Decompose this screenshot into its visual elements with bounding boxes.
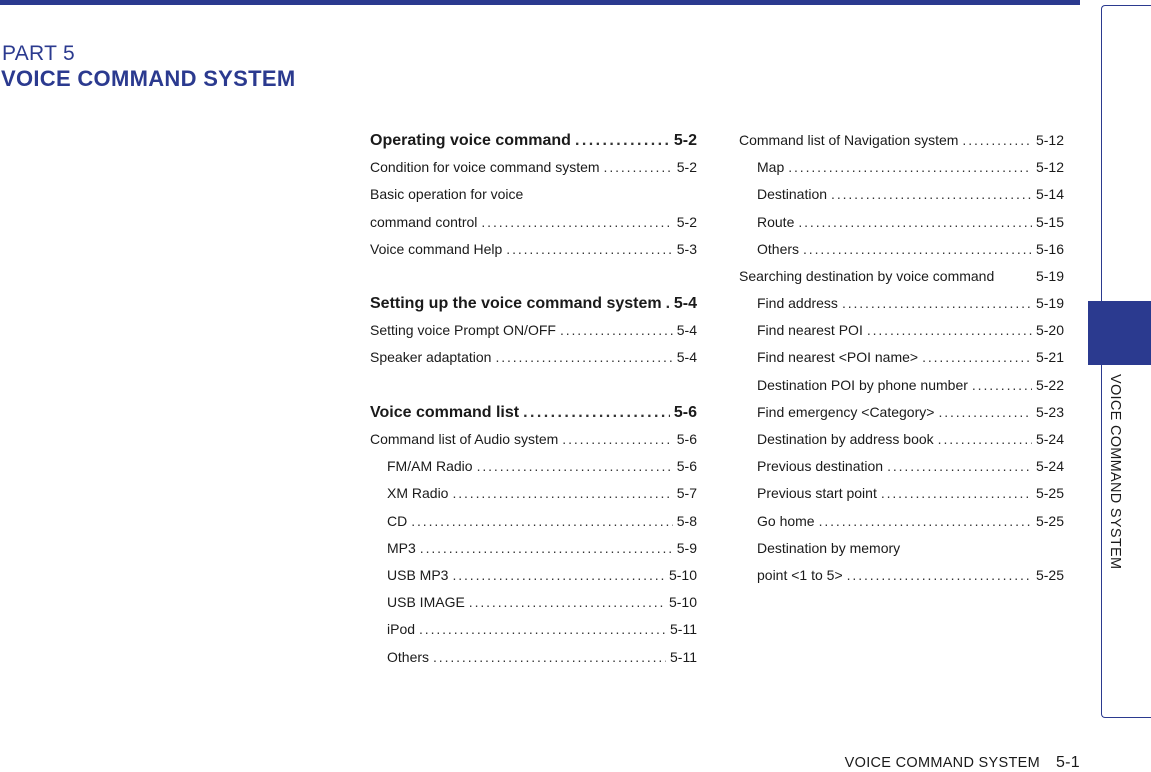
toc-leader-dots (803, 236, 1032, 263)
toc-entry[interactable] (370, 209, 697, 236)
chapter-title: VOICE COMMAND SYSTEM (1, 66, 296, 91)
toc-subentry[interactable] (739, 181, 1064, 208)
toc-leader-dots (819, 508, 1032, 535)
toc-entry-title: FM/AM Radio (387, 458, 473, 475)
side-tab-marker (1088, 301, 1151, 365)
toc-entry-title: Command list of Audio system (370, 431, 559, 448)
toc-entry[interactable] (370, 426, 697, 453)
toc-entry[interactable] (370, 181, 697, 208)
toc-entry-title: MP3 (387, 539, 416, 556)
toc-subentry[interactable] (739, 399, 1064, 426)
toc-leader-dots (831, 181, 1032, 208)
toc-page-number: 5-20 (1035, 322, 1064, 339)
toc-page-number: 5-7 (676, 485, 697, 502)
toc-entry-title: Destination by address book (757, 431, 934, 448)
toc-entry-title: Find emergency <Category> (757, 403, 935, 420)
toc-leader-dots (604, 154, 673, 181)
toc-leader-dots (867, 317, 1032, 344)
toc-leader-dots (887, 453, 1032, 480)
toc-entry-title: Map (757, 159, 785, 176)
toc-subentry[interactable] (370, 535, 697, 562)
toc-page-number: 5-4 (676, 349, 697, 366)
page-footer (845, 754, 1080, 772)
toc-page-number: 5-3 (676, 240, 697, 257)
toc-entry-title: Basic operation for voice (370, 186, 524, 203)
toc-leader-dots (847, 562, 1032, 589)
toc-leader-dots (477, 453, 673, 480)
toc-entry-title: Find nearest <POI name> (757, 349, 919, 366)
toc-spacer (370, 263, 697, 290)
toc-entry-title: Condition for voice command system (370, 159, 600, 176)
toc-subentry[interactable] (739, 236, 1064, 263)
toc-entry[interactable] (739, 127, 1064, 154)
toc-page-number: 5-25 (1035, 512, 1064, 529)
toc-page-number: 5-14 (1035, 186, 1064, 203)
toc-page-number: 5-4 (673, 295, 697, 313)
page-number: 5-1 (1055, 754, 1080, 771)
toc-subentry[interactable] (739, 508, 1064, 535)
toc-entry-title: Voice command Help (370, 240, 503, 257)
toc-page-number: 5-19 (1035, 267, 1064, 284)
toc-leader-dots (575, 127, 670, 154)
toc-leader-dots (938, 399, 1032, 426)
toc-subentry[interactable] (370, 589, 697, 616)
toc-section-heading[interactable] (370, 290, 697, 317)
toc-page-number: 5-10 (668, 566, 697, 583)
toc-page-number: 5-6 (676, 458, 697, 475)
toc-page-number: 5-21 (1035, 349, 1064, 366)
toc-page-number: 5-25 (1035, 566, 1064, 583)
toc-entry-title: Destination (757, 186, 828, 203)
toc-leader-dots (469, 589, 665, 616)
toc-left-column (370, 127, 697, 671)
toc-leader-dots (411, 508, 673, 535)
toc-entry-title: Route (757, 213, 795, 230)
toc-page-number: 5-9 (676, 539, 697, 556)
toc-page-number: 5-22 (1035, 376, 1064, 393)
toc-page-number: 5-2 (676, 159, 697, 176)
toc-leader-dots (523, 399, 670, 426)
toc-subentry[interactable] (370, 480, 697, 507)
toc-subentry[interactable] (739, 372, 1064, 399)
toc-subentry[interactable] (739, 426, 1064, 453)
toc-entry-title: iPod (387, 621, 416, 638)
toc-leader-dots (842, 290, 1032, 317)
toc-page-number: 5-6 (673, 403, 697, 421)
toc-page-number: 5-24 (1035, 458, 1064, 475)
toc-subentry[interactable] (370, 562, 697, 589)
footer-section: VOICE COMMAND SYSTEM (844, 755, 1040, 771)
toc-leader-dots (962, 127, 1032, 154)
toc-page-number: 5-2 (673, 131, 697, 149)
toc-entry-title: Operating voice command (370, 131, 571, 149)
toc-subentry[interactable] (370, 644, 697, 671)
toc-leader-dots (788, 154, 1032, 181)
toc-page-number: 5-6 (676, 431, 697, 448)
toc-entry[interactable] (370, 154, 697, 181)
toc-entry-title: Searching destination by voice command (739, 267, 995, 284)
toc-leader-dots (452, 480, 672, 507)
toc-page-number: 5-10 (668, 594, 697, 611)
toc-leader-dots (881, 480, 1032, 507)
toc-subentry[interactable] (739, 480, 1064, 507)
toc-entry-title: Speaker adaptation (370, 349, 492, 366)
toc-leader-dots (506, 236, 672, 263)
toc-subentry[interactable] (739, 535, 1064, 562)
toc-entry-title: Go home (757, 512, 815, 529)
toc-page-number: 5-12 (1035, 131, 1064, 148)
toc-entry-title: Command list of Navigation system (739, 131, 959, 148)
toc-subentry[interactable] (739, 154, 1064, 181)
toc-subentry[interactable] (739, 345, 1064, 372)
toc-entry-title: Destination by memory (757, 539, 901, 556)
toc-page-number: 5-23 (1035, 403, 1064, 420)
toc-subentry[interactable] (370, 508, 697, 535)
toc-entry-title: point <1 to 5> (757, 566, 843, 583)
toc-entry-title: CD (387, 512, 408, 529)
part-label: PART 5 (2, 42, 76, 65)
toc-leader-dots (452, 562, 665, 589)
toc-leader-dots (560, 317, 673, 344)
toc-entry-title: Others (387, 648, 430, 665)
top-accent-bar (0, 0, 1080, 5)
toc-page-number: 5-11 (670, 648, 697, 665)
toc-right-column (739, 127, 1064, 589)
toc-page-number: 5-19 (1035, 295, 1064, 312)
toc-entry-title: Previous destination (757, 458, 884, 475)
toc-leader-dots (972, 372, 1032, 399)
toc-page-number: 5-16 (1035, 240, 1064, 257)
toc-subentry[interactable] (739, 562, 1064, 589)
toc-entry-title: Previous start point (757, 485, 877, 502)
toc-leader-dots (481, 209, 672, 236)
toc-entry-title: Find address (757, 295, 838, 312)
toc-page-number: 5-11 (670, 621, 697, 638)
side-tab-label: VOICE COMMAND SYSTEM (1107, 374, 1123, 570)
toc-entry[interactable] (739, 263, 1064, 290)
toc-entry-title: Voice command list (370, 403, 520, 421)
toc-subentry[interactable] (739, 209, 1064, 236)
toc-leader-dots (798, 209, 1032, 236)
toc-entry-title: USB MP3 (387, 566, 449, 583)
toc-page-number: 5-25 (1035, 485, 1064, 502)
toc-leader-dots (420, 535, 673, 562)
toc-entry[interactable] (370, 345, 697, 372)
toc-section-heading[interactable] (370, 399, 697, 426)
toc-leader-dots (922, 344, 1032, 371)
toc-entry-title: XM Radio (387, 485, 449, 502)
toc-entry[interactable] (370, 236, 697, 263)
toc-spacer (370, 372, 697, 399)
toc-entry[interactable] (370, 317, 697, 344)
toc-entry-title: Setting voice Prompt ON/OFF (370, 322, 556, 339)
toc-subentry[interactable] (739, 453, 1064, 480)
toc-leader-dots (666, 290, 670, 317)
toc-leader-dots (938, 426, 1032, 453)
toc-page-number: 5-12 (1035, 159, 1064, 176)
toc-entry-title: Setting up the voice command system (370, 295, 662, 313)
toc-leader-dots (419, 616, 666, 643)
toc-subentry[interactable] (739, 317, 1064, 344)
toc-page-number: 5-4 (676, 322, 697, 339)
toc-section-heading[interactable] (370, 127, 697, 154)
toc-leader-dots (433, 644, 666, 671)
toc-subentry[interactable] (370, 453, 697, 480)
toc-page-number: 5-24 (1035, 431, 1064, 448)
toc-entry-title: USB IMAGE (387, 594, 465, 611)
toc-subentry[interactable] (370, 616, 697, 643)
toc-leader-dots (495, 344, 672, 371)
toc-page-number: 5-2 (676, 213, 697, 230)
toc-leader-dots (562, 426, 672, 453)
toc-subentry[interactable] (739, 290, 1064, 317)
toc-page-number: 5-15 (1035, 213, 1064, 230)
toc-entry-title: command control (370, 213, 478, 230)
toc-page-number: 5-8 (676, 512, 697, 529)
toc-entry-title: Others (757, 240, 800, 257)
toc-entry-title: Destination POI by phone number (757, 376, 968, 393)
toc-entry-title: Find nearest POI (757, 322, 863, 339)
